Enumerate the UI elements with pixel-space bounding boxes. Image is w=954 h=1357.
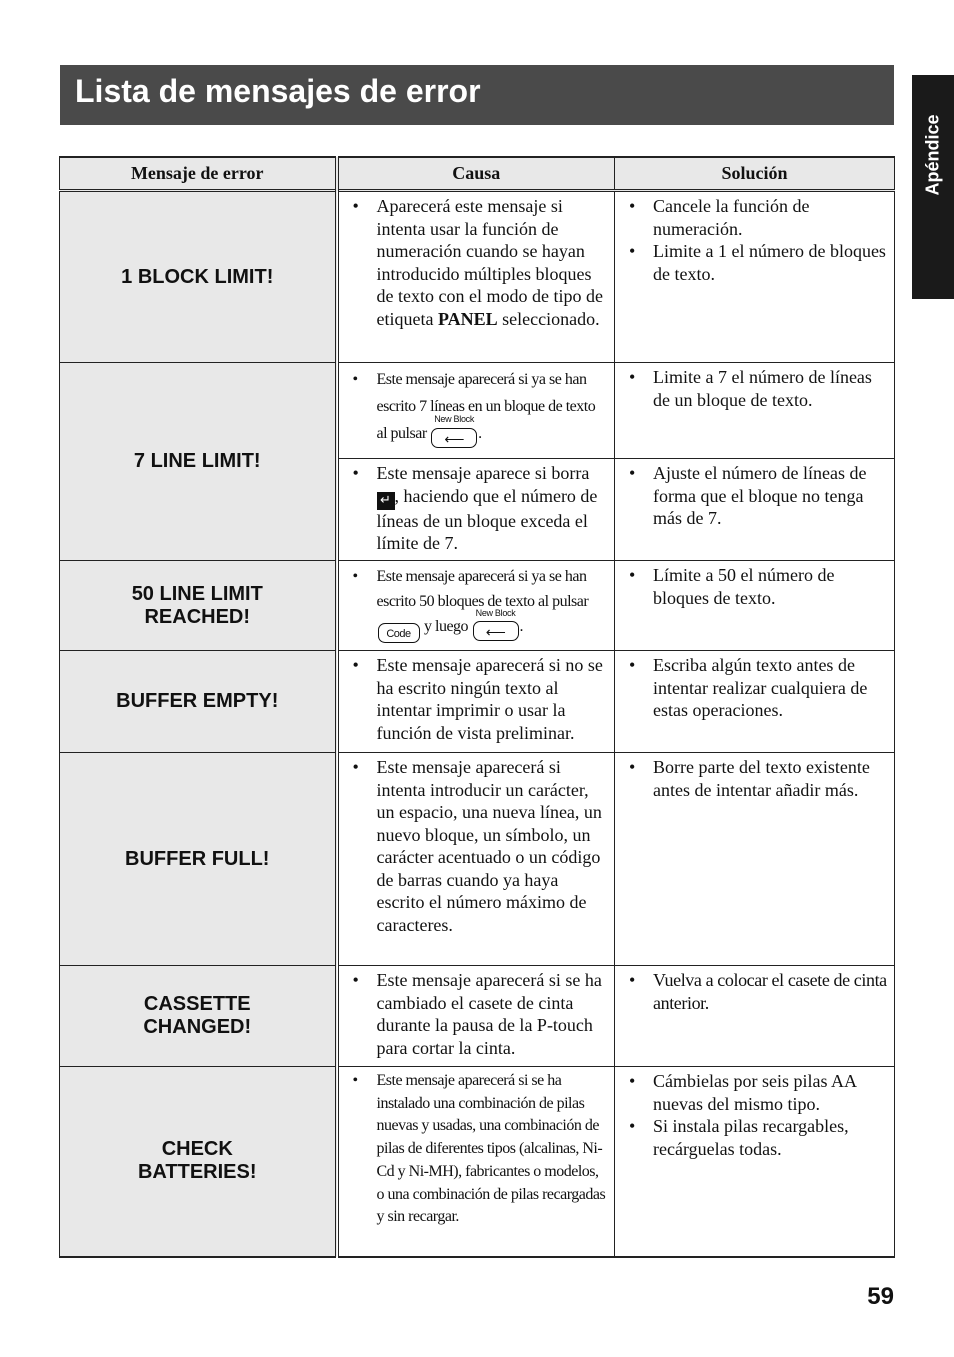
section-tab bbox=[912, 75, 954, 299]
new-block-key-icon: New Block ⟵ bbox=[431, 426, 477, 453]
solution-item: • Vuelva a colocar el casete de cinta anterior. bbox=[629, 969, 888, 1014]
header-cause: Causa bbox=[337, 157, 615, 191]
table-row bbox=[60, 753, 895, 966]
solution-cell bbox=[615, 459, 895, 561]
cause-cell bbox=[337, 651, 615, 753]
solution-item: • Límite a 50 el número de bloques de texto. bbox=[629, 564, 888, 609]
header-solution: Solución bbox=[615, 157, 895, 191]
solution-cell bbox=[615, 561, 895, 651]
error-message: CASSETTE CHANGED! bbox=[60, 966, 337, 1067]
cause-cell bbox=[337, 459, 615, 561]
cause-item: • Este mensaje aparece si borra ↵ , haciendo que el número de líneas de un bloque exceda el límite de 7. bbox=[353, 462, 609, 555]
solution-item: • Borre parte del texto existente antes de intentar añadir más. bbox=[629, 756, 888, 801]
solution-item: • Si instala pilas recargables, recárguelas todas. bbox=[629, 1115, 888, 1160]
solution-cell bbox=[615, 966, 895, 1067]
cause-item: • Este mensaje aparecerá si ya se han escrito 7 líneas en un bloque de texto al pulsar New Block ⟵ . bbox=[353, 366, 609, 453]
new-block-key-icon: New Block ⟵ bbox=[473, 620, 519, 645]
solution-cell bbox=[615, 1067, 895, 1257]
table-row bbox=[60, 1067, 895, 1257]
solution-cell bbox=[615, 651, 895, 753]
error-message: 1 BLOCK LIMIT! bbox=[60, 191, 337, 363]
error-message: 7 LINE LIMIT! bbox=[60, 363, 337, 561]
solution-item: • Limite a 7 el número de líneas de un bloque de texto. bbox=[629, 366, 888, 411]
table-header-row bbox=[60, 157, 895, 191]
cause-cell bbox=[337, 191, 615, 363]
error-message: 50 LINE LIMIT REACHED! bbox=[60, 561, 337, 651]
code-key-icon: Code bbox=[378, 620, 420, 645]
cause-cell bbox=[337, 363, 615, 459]
error-messages-table bbox=[59, 156, 895, 1258]
page-number: 59 bbox=[867, 1283, 894, 1310]
page-title: Lista de mensajes de error bbox=[75, 73, 481, 109]
table-row bbox=[60, 966, 895, 1067]
title-bar bbox=[60, 65, 894, 125]
error-message: BUFFER FULL! bbox=[60, 753, 337, 966]
cause-cell bbox=[337, 1067, 615, 1257]
solution-cell bbox=[615, 363, 895, 459]
solution-item: • Cancele la función de numeración. bbox=[629, 195, 888, 240]
cause-cell bbox=[337, 753, 615, 966]
cause-item: • Este mensaje aparecerá si no se ha escrito ningún texto al intentar imprimir o usar la función de vista preliminar. bbox=[353, 654, 609, 744]
cause-item: • Este mensaje aparecerá si intenta introducir un carácter, un espacio, una nueva línea, un nuevo bloque, un símbolo, un carácter acentuado o un código de barras cuando ya haya escrito el número máximo de caracteres. bbox=[353, 756, 609, 936]
cause-item: • Este mensaje aparecerá si se ha cambiado el casete de cinta durante la pausa de la P-touch para cortar la cinta. bbox=[353, 969, 609, 1059]
enter-key-icon: ↵ bbox=[377, 492, 395, 510]
header-message: Mensaje de error bbox=[60, 157, 337, 191]
table-row bbox=[60, 191, 895, 363]
solution-item: • Escriba algún texto antes de intentar realizar cualquiera de estas operaciones. bbox=[629, 654, 888, 722]
cause-item: • Este mensaje aparecerá si ya se han escrito 50 bloques de texto al pulsar Code y luego New Block ⟵ . bbox=[353, 564, 609, 645]
cause-cell bbox=[337, 561, 615, 651]
section-tab-label: Apéndice bbox=[922, 114, 943, 196]
error-message: BUFFER EMPTY! bbox=[60, 651, 337, 753]
solution-cell bbox=[615, 753, 895, 966]
error-message: CHECK BATTERIES! bbox=[60, 1067, 337, 1257]
solution-item: • Ajuste el número de líneas de forma que el bloque no tenga más de 7. bbox=[629, 462, 888, 530]
table-row bbox=[60, 363, 895, 459]
cause-cell bbox=[337, 966, 615, 1067]
table-row bbox=[60, 561, 895, 651]
table-row bbox=[60, 651, 895, 753]
cause-item: • Aparecerá este mensaje si intenta usar la función de numeración cuando se hayan introducido múltiples bloques de texto con el modo de tipo de etiqueta PANEL seleccionado. bbox=[353, 195, 609, 330]
cause-item: • Este mensaje aparecerá si se ha instalado una combinación de pilas nuevas y usadas, una combinación de pilas de diferentes tipos (alcalinas, Ni-Cd y Ni-MH), fabricantes o modelos, o una combinación de pilas recargadas y sin recargar. bbox=[353, 1070, 609, 1229]
solution-cell bbox=[615, 191, 895, 363]
solution-item: • Limite a 1 el número de bloques de texto. bbox=[629, 240, 888, 285]
solution-item: • Cámbielas por seis pilas AA nuevas del mismo tipo. bbox=[629, 1070, 888, 1115]
